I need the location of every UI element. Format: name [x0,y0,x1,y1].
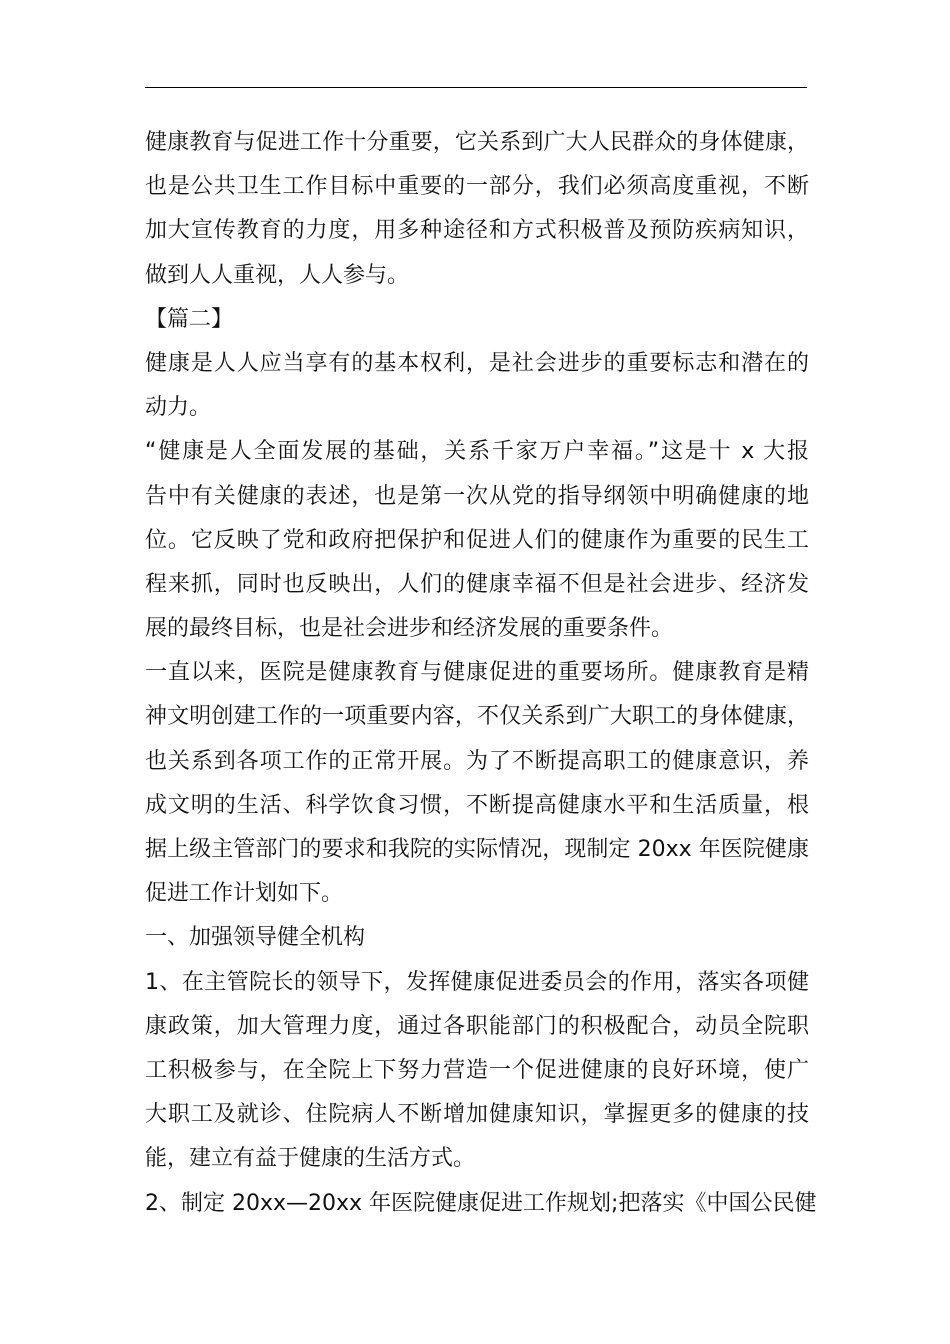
text-line: 神文明创建工作的一项重要内容，不仅关系到广大职工的身体健康， [145,704,809,730]
text-line: “健康是人全面发展的基础，关系千家万户幸福。”这是十 x 大报 [145,439,809,465]
text-line: 也关系到各项工作的正常开展。为了不断提高职工的健康意识，养 [145,748,809,774]
text-line: 一直以来，医院是健康教育与健康促进的重要场所。健康教育是精 [145,660,809,686]
text-line: 也是公共卫生工作目标中重要的一部分，我们必须高度重视，不断 [145,174,809,200]
text-line: 展的最终目标，也是社会进步和经济发展的重要条件。 [145,616,674,642]
text-line: 位。它反映了党和政府把保护和促进人们的健康作为重要的民生工 [145,527,809,553]
text-line: 工积极参与，在全院上下努力营造一个促进健康的良好环境，使广 [145,1057,809,1083]
text-line: 1、在主管院长的领导下，发挥健康促进委员会的作用，落实各项健 [145,969,809,995]
text-line: 动力。 [145,395,212,421]
header-rule [145,87,807,88]
text-line: 健康是人人应当享有的基本权利，是社会进步的重要标志和潜在的 [145,350,809,376]
text-line: 成文明的生活、科学饮食习惯，不断提高健康水平和生活质量，根 [145,792,809,818]
text-line: 【篇二】 [145,306,234,332]
text-line: 康政策，加大管理力度，通过各职能部门的积极配合，动员全院职 [145,1013,809,1039]
text-line: 程来抓，同时也反映出，人们的健康幸福不但是社会进步、经济发 [145,571,809,597]
text-line: 2、制定 20xx—20xx 年医院健康促进工作规划;把落实《中国公民健 [145,1190,817,1216]
document-body [145,121,817,1226]
text-line: 加大宣传教育的力度，用多种途径和方式积极普及预防疾病知识， [145,218,809,244]
text-line: 大职工及就诊、住院病人不断增加健康知识，掌握更多的健康的技 [145,1102,809,1128]
text-line: 健康教育与促进工作十分重要，它关系到广大人民群众的身体健康， [145,130,809,155]
text-line: 能，建立有益于健康的生活方式。 [145,1146,476,1172]
text-line: 据上级主管部门的要求和我院的实际情况，现制定 20xx 年医院健康 [145,837,809,862]
text-line: 一、加强领导健全机构 [145,925,366,951]
text-line: 告中有关健康的表述，也是第一次从党的指导纲领中明确健康的地 [145,483,809,509]
text-line: 做到人人重视，人人参与。 [145,262,410,288]
text-line: 促进工作计划如下。 [145,881,344,907]
